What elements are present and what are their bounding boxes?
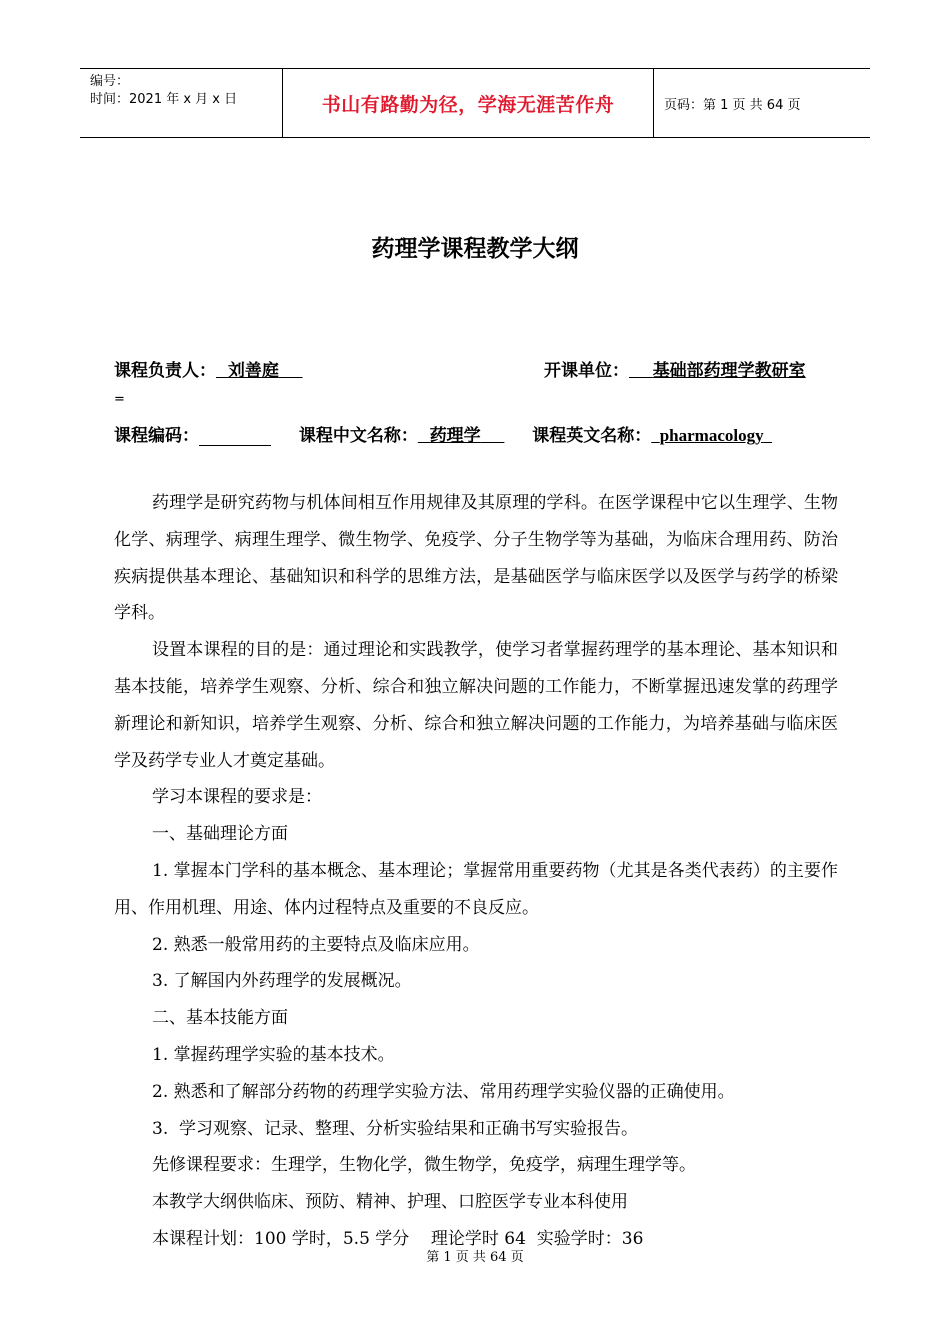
- en-name-value: pharmacology: [659, 426, 764, 445]
- code-blank: [199, 429, 271, 446]
- page-footer: 第 1 页 共 64 页: [426, 1250, 524, 1265]
- course-info-row: [114, 421, 772, 446]
- list-item: 2. 熟悉一般常用药的主要特点及临床应用。: [152, 934, 480, 955]
- stray-mark: =: [114, 392, 125, 407]
- header-page-info: 页码：第 1 页 共 64 页: [664, 97, 801, 113]
- cn-name-label: 课程中文名称：: [298, 426, 418, 446]
- header-meta: [80, 69, 282, 137]
- responsible-value: 刘善庭: [227, 361, 279, 381]
- en-name-label: 课程英文名称：: [532, 426, 652, 446]
- course-plan: 本课程计划：100 学时，5.5 学分 理论学时 64 实验学时：36: [152, 1228, 644, 1249]
- section-heading-skills: 二、基本技能方面: [152, 1008, 288, 1029]
- list-item: 1. 掌握药理学实验的基本技术。: [152, 1044, 395, 1065]
- paragraph-intro: 药理学是研究药物与机体间相互作用规律及其原理的学科。在医学课程中它以生理学、生物化学、病理学、病理生理学、微生物学、免疫学、分子生物学等为基础，为临床合理用药、防治疾病提供基本理论、基础知识和科学的思维方法，是基础医学与临床医学以及医学与药学的桥梁学科。: [114, 493, 838, 624]
- section-heading-theory: 一、基础理论方面: [152, 824, 288, 845]
- target-audience: 本教学大纲供临床、预防、精神、护理、口腔医学专业本科使用: [152, 1192, 628, 1213]
- unit-label: 开课单位：: [544, 361, 629, 381]
- page-header: [80, 68, 870, 138]
- list-item: 3. 学习观察、记录、整理、分析实验结果和正确书写实验报告。: [152, 1118, 639, 1139]
- responsible-row: [114, 356, 303, 381]
- paragraph-purpose: 设置本课程的目的是：通过理论和实践教学，使学习者掌握药理学的基本理论、基本知识和基本技能，培养学生观察、分析、综合和独立解决问题的工作能力，不断掌握迅速发掌的药理学新理论和新知识，培养学生观察、分析、综合和独立解决问题的工作能力，为培养基础与临床医学及药学专业人才奠定基础。: [114, 640, 838, 771]
- document-title: 药理学课程教学大纲: [371, 236, 579, 262]
- body-text: [114, 485, 838, 1258]
- unit-row: [544, 356, 806, 381]
- responsible-label: 课程负责人：: [114, 361, 216, 381]
- unit-value: 基础部药理学教研室: [652, 361, 806, 381]
- header-motto: 书山有路勤为径，学海无涯苦作舟: [282, 69, 654, 137]
- cn-name-value: 药理学: [429, 426, 481, 446]
- code-label: 课程编码：: [114, 426, 199, 446]
- list-item: 2. 熟悉和了解部分药物的药理学实验方法、常用药理学实验仪器的正确使用。: [152, 1081, 735, 1102]
- header-time: 时间：2021 年 x 月 x 日: [90, 92, 238, 107]
- paragraph-requirements: 学习本课程的要求是：: [152, 787, 322, 808]
- list-item: 1. 掌握本门学科的基本概念、基本理论；掌握常用重要药物（尤其是各类代表药）的主要作用、作用机理、用途、体内过程特点及重要的不良反应。: [114, 860, 838, 918]
- prerequisites: 先修课程要求：生理学，生物化学，微生物学，免疫学，病理生理学等。: [152, 1155, 696, 1176]
- list-item: 3. 了解国内外药理学的发展概况。: [152, 971, 412, 992]
- header-number: 编号：: [90, 74, 130, 89]
